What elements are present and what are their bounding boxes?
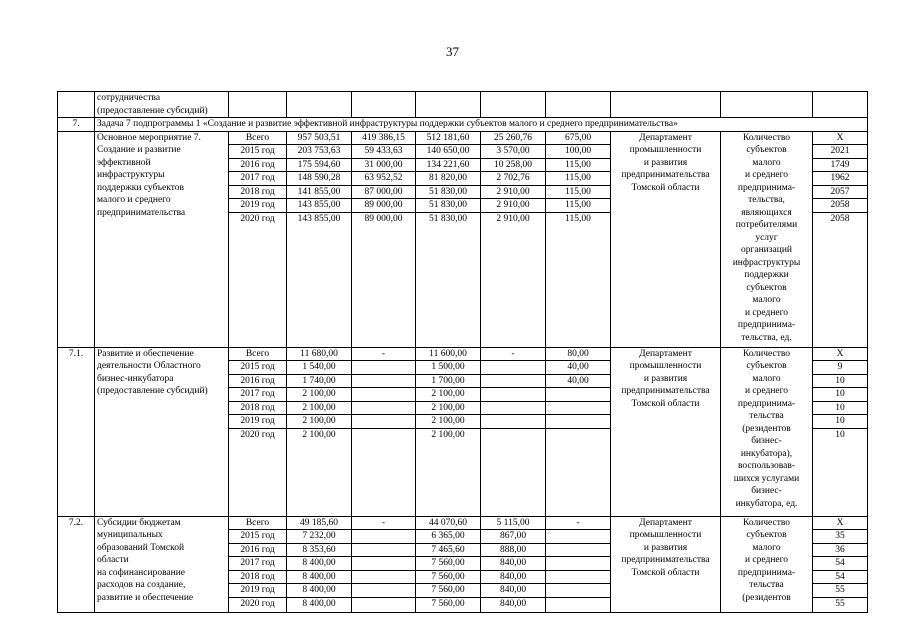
year-cell: 2019 год: [229, 415, 287, 429]
total-cell: 2 100,00: [287, 388, 352, 402]
indicator-name-line: тельства: [749, 411, 784, 421]
year-cell: 2018 год: [229, 401, 287, 415]
federal-cell: [352, 584, 416, 598]
regional-cell: 7 560,00: [416, 584, 481, 598]
federal-cell: 31 000,00: [352, 158, 416, 172]
department-line: промышленности: [629, 361, 702, 371]
other-cell: 100,00: [546, 145, 611, 159]
row-number: [58, 92, 95, 118]
measure-name-line: поддержки субъектов: [97, 182, 185, 193]
other-cell: 115,00: [546, 199, 611, 213]
indicator-name-line: (резидентов: [742, 592, 791, 603]
total-cell: 8 400,00: [287, 597, 352, 612]
indicator-name-line: субъектов: [746, 530, 787, 540]
year-cell: Всего: [229, 131, 287, 145]
federal-cell: [352, 597, 416, 612]
regional-cell: 6 365,00: [416, 530, 481, 544]
indicator-value: 35: [813, 530, 868, 544]
indicator-name-line: шихся услугами: [733, 473, 800, 484]
federal-cell: 87 000,00: [352, 185, 416, 199]
department-line: Департамент: [639, 348, 692, 359]
local-cell: [481, 374, 546, 388]
indicator-name-line: малого: [752, 157, 781, 168]
empty-cell: [287, 92, 352, 118]
indicator-name: [721, 347, 813, 516]
department-line: и развития: [643, 373, 688, 384]
department-line: Томской области: [631, 182, 700, 193]
measure-name-line: малого и среднего: [97, 195, 171, 205]
indicator-value: 1749: [813, 158, 868, 172]
regional-cell: 51 830,00: [416, 185, 481, 199]
department-line: Томской области: [631, 398, 700, 409]
regional-cell: 7 560,00: [416, 597, 481, 612]
local-cell: 25 260,76: [481, 131, 546, 145]
regional-cell: 2 100,00: [416, 415, 481, 429]
measure-name-line: образований Томской: [97, 542, 185, 553]
measure-name-line: на софинансирование: [97, 567, 186, 578]
indicator-value: 10: [813, 374, 868, 388]
empty-cell: [721, 92, 813, 118]
indicator-name-line: инфраструктуры: [732, 257, 801, 268]
other-cell: [546, 388, 611, 402]
indicator-name-line: бизнес-: [751, 486, 782, 496]
total-cell: 1 540,00: [287, 361, 352, 375]
year-cell: 2018 год: [229, 570, 287, 584]
department-line: предпринимательства: [621, 386, 710, 396]
table-row: [58, 516, 868, 530]
local-cell: [481, 415, 546, 429]
federal-cell: [352, 415, 416, 429]
indicator-value: 2058: [813, 199, 868, 213]
indicator-name-line: субъектов: [746, 145, 787, 155]
department-line: Департамент: [639, 132, 692, 143]
department-line: Томской области: [631, 567, 700, 578]
year-cell: 2017 год: [229, 172, 287, 186]
year-cell: 2016 год: [229, 543, 287, 557]
indicator-name-line: предпринима-: [737, 567, 796, 578]
regional-cell: 134 221,60: [416, 158, 481, 172]
table-row: [58, 131, 868, 145]
federal-cell: [352, 428, 416, 516]
total-cell: 203 753,63: [287, 145, 352, 159]
year-cell: 2017 год: [229, 557, 287, 571]
year-cell: 2018 год: [229, 185, 287, 199]
local-cell: [481, 401, 546, 415]
federal-cell: [352, 543, 416, 557]
total-cell: 8 400,00: [287, 557, 352, 571]
program-table: [57, 91, 868, 613]
row-number: 7.1.: [58, 347, 95, 516]
regional-cell: 81 820,00: [416, 172, 481, 186]
empty-cell: [352, 92, 416, 118]
local-cell: 840,00: [481, 570, 546, 584]
table-row: [58, 347, 868, 361]
other-cell: 40,00: [546, 361, 611, 375]
measure-name: [95, 516, 229, 612]
row-number: 7.2.: [58, 516, 95, 612]
regional-cell: 512 181,60: [416, 131, 481, 145]
indicator-value: X: [813, 131, 868, 145]
indicator-name-line: поддержки: [744, 270, 789, 280]
regional-cell: 51 830,00: [416, 212, 481, 347]
total-cell: 175 594,60: [287, 158, 352, 172]
total-cell: 49 185,60: [287, 516, 352, 530]
year-cell: 2017 год: [229, 388, 287, 402]
local-cell: 840,00: [481, 557, 546, 571]
empty-cell: [481, 92, 546, 118]
regional-cell: 51 830,00: [416, 199, 481, 213]
regional-cell: 2 100,00: [416, 388, 481, 402]
page-number: 37: [446, 44, 459, 59]
measure-name-line: Создание и развитие: [97, 145, 181, 155]
federal-cell: [352, 374, 416, 388]
indicator-value: X: [813, 347, 868, 361]
other-cell: [546, 428, 611, 516]
regional-cell: 11 600,00: [416, 347, 481, 361]
year-cell: 2015 год: [229, 530, 287, 544]
indicator-value: 54: [813, 557, 868, 571]
total-cell: 11 680,00: [287, 347, 352, 361]
federal-cell: [352, 530, 416, 544]
indicator-name-line: субъектов: [746, 361, 787, 371]
indicator-value: 10: [813, 401, 868, 415]
regional-cell: 7 560,00: [416, 570, 481, 584]
local-cell: 2 702,76: [481, 172, 546, 186]
federal-cell: -: [352, 347, 416, 361]
measure-name: [95, 347, 229, 516]
indicator-name-line: предпринима-: [737, 182, 796, 193]
indicator-name-line: предпринима-: [737, 320, 796, 330]
indicator-name-line: тельства,: [748, 195, 785, 205]
measure-name-line: муниципальных: [97, 530, 163, 540]
indicator-value: 1962: [813, 172, 868, 186]
total-cell: 7 232,00: [287, 530, 352, 544]
local-cell: 2 910,00: [481, 199, 546, 213]
indicator-value: 2058: [813, 212, 868, 347]
year-cell: 2015 год: [229, 361, 287, 375]
year-cell: 2020 год: [229, 597, 287, 612]
local-cell: 5 115,00: [481, 516, 546, 530]
local-cell: 10 258,00: [481, 158, 546, 172]
measure-name-line: Развитие и обеспечение: [97, 348, 194, 359]
measure-name-line: Субсидии бюджетам: [97, 517, 181, 528]
indicator-name-line: Количество: [742, 517, 791, 528]
department-line: и развития: [643, 157, 688, 168]
indicator-name-line: тельства: [749, 580, 784, 590]
measure-name-line: предпринимательства: [97, 207, 186, 218]
year-cell: 2020 год: [229, 428, 287, 516]
federal-cell: 419 386,15: [352, 131, 416, 145]
indicator-name-line: инкубатора),: [740, 448, 793, 459]
indicator-name-line: малого: [752, 542, 781, 553]
measure-name-line: деятельности Областного: [97, 361, 201, 371]
federal-cell: [352, 401, 416, 415]
indicator-name-line: субъектов: [746, 282, 787, 293]
indicator-name-line: тельства, ед.: [741, 332, 792, 343]
total-cell: 8 353,60: [287, 543, 352, 557]
indicator-name-line: потребителями: [735, 220, 798, 230]
indicator-value: 2021: [813, 145, 868, 159]
indicator-name-line: являющихся: [741, 207, 792, 218]
other-cell: 115,00: [546, 185, 611, 199]
measure-name-line: бизнес-инкубатора: [97, 373, 174, 384]
indicator-value: 36: [813, 543, 868, 557]
measure-name-line: сотрудничества: [97, 93, 161, 103]
local-cell: 888,00: [481, 543, 546, 557]
indicator-value: X: [813, 516, 868, 530]
local-cell: 3 570,00: [481, 145, 546, 159]
federal-cell: -: [352, 516, 416, 530]
empty-cell: [229, 92, 287, 118]
local-cell: [481, 428, 546, 516]
other-cell: 115,00: [546, 172, 611, 186]
regional-cell: 2 100,00: [416, 401, 481, 415]
empty-cell: [611, 92, 721, 118]
department-line: Департамент: [639, 517, 692, 528]
local-cell: 2 910,00: [481, 185, 546, 199]
regional-cell: 7 560,00: [416, 557, 481, 571]
year-cell: 2019 год: [229, 199, 287, 213]
other-cell: [546, 543, 611, 557]
department-line: предпринимательства: [621, 555, 710, 565]
indicator-value: 9: [813, 361, 868, 375]
total-cell: 8 400,00: [287, 584, 352, 598]
table-row: [58, 92, 868, 118]
empty-cell: [416, 92, 481, 118]
department: [611, 516, 721, 612]
other-cell: 115,00: [546, 158, 611, 172]
measure-name-line: области: [97, 555, 129, 565]
measure-name-line: (предоставление субсидий): [97, 105, 208, 116]
local-cell: 867,00: [481, 530, 546, 544]
other-cell: [546, 415, 611, 429]
regional-cell: 1 700,00: [416, 374, 481, 388]
other-cell: 675,00: [546, 131, 611, 145]
other-cell: [546, 401, 611, 415]
indicator-name-line: организаций: [740, 245, 792, 255]
indicator-name: [721, 131, 813, 347]
total-cell: 957 503,51: [287, 131, 352, 145]
year-cell: Всего: [229, 347, 287, 361]
measure-name-line: Основное мероприятие 7.: [97, 132, 201, 143]
indicator-value: 54: [813, 570, 868, 584]
task-row: [58, 118, 868, 132]
regional-cell: 140 650,00: [416, 145, 481, 159]
indicator-name-line: (резидентов: [742, 423, 791, 434]
other-cell: [546, 557, 611, 571]
row-number: 7.: [58, 118, 95, 132]
federal-cell: [352, 388, 416, 402]
task-title: Задача 7 подпрограммы 1 «Создание и развитие эффективной инфраструктуры поддержки субъектов малого и среднего предпринимательства»: [95, 118, 868, 132]
indicator-name-line: и среднего: [744, 170, 789, 180]
federal-cell: 63 952,52: [352, 172, 416, 186]
federal-cell: [352, 557, 416, 571]
federal-cell: 89 000,00: [352, 199, 416, 213]
measure-name-line: развитие и обеспечение: [97, 592, 194, 603]
total-cell: 1 740,00: [287, 374, 352, 388]
total-cell: 143 855,00: [287, 212, 352, 347]
indicator-value: 55: [813, 597, 868, 612]
local-cell: 840,00: [481, 584, 546, 598]
year-cell: Всего: [229, 516, 287, 530]
department-line: промышленности: [629, 530, 702, 540]
other-cell: [546, 570, 611, 584]
local-cell: -: [481, 347, 546, 361]
federal-cell: 59 433,63: [352, 145, 416, 159]
regional-cell: 44 070,60: [416, 516, 481, 530]
row-number: [58, 131, 95, 347]
federal-cell: [352, 570, 416, 584]
regional-cell: 7 465,60: [416, 543, 481, 557]
empty-cell: [546, 92, 611, 118]
department: [611, 347, 721, 516]
department-line: промышленности: [629, 145, 702, 155]
indicator-name-line: малого: [752, 295, 781, 305]
measure-name-line: расходов на создание,: [97, 580, 186, 590]
measure-name-line: инфраструктуры: [97, 170, 165, 180]
year-cell: 2015 год: [229, 145, 287, 159]
year-cell: 2020 год: [229, 212, 287, 347]
indicator-value: 55: [813, 584, 868, 598]
indicator-name: [721, 516, 813, 612]
total-cell: 143 855,00: [287, 199, 352, 213]
other-cell: 40,00: [546, 374, 611, 388]
indicator-name-line: предпринима-: [737, 398, 796, 409]
regional-cell: 1 500,00: [416, 361, 481, 375]
local-cell: 840,00: [481, 597, 546, 612]
local-cell: 2 910,00: [481, 212, 546, 347]
department-line: и развития: [643, 542, 688, 553]
total-cell: 8 400,00: [287, 570, 352, 584]
department: [611, 131, 721, 347]
total-cell: 148 590,28: [287, 172, 352, 186]
indicator-name-line: малого: [752, 373, 781, 384]
other-cell: -: [546, 516, 611, 530]
local-cell: [481, 361, 546, 375]
indicator-name-line: и среднего: [744, 386, 789, 396]
indicator-name-line: услуг: [755, 232, 778, 243]
other-cell: [546, 530, 611, 544]
indicator-name-line: воспользовав-: [737, 461, 796, 471]
indicator-name-line: Количество: [742, 132, 791, 143]
federal-cell: 89 000,00: [352, 212, 416, 347]
indicator-value: 10: [813, 428, 868, 516]
department-line: предпринимательства: [621, 170, 710, 180]
indicator-name-line: бизнес-: [751, 436, 782, 446]
total-cell: 2 100,00: [287, 401, 352, 415]
other-cell: 115,00: [546, 212, 611, 347]
indicator-name-line: Количество: [742, 348, 791, 359]
regional-cell: 2 100,00: [416, 428, 481, 516]
total-cell: 2 100,00: [287, 415, 352, 429]
indicator-value: 2057: [813, 185, 868, 199]
year-cell: 2019 год: [229, 584, 287, 598]
total-cell: 2 100,00: [287, 428, 352, 516]
year-cell: 2016 год: [229, 374, 287, 388]
indicator-name-line: и среднего: [744, 555, 789, 565]
other-cell: 80,00: [546, 347, 611, 361]
other-cell: [546, 584, 611, 598]
indicator-value: 10: [813, 415, 868, 429]
measure-name: [95, 92, 229, 118]
measure-name-line: (предоставление субсидий): [97, 386, 208, 396]
empty-cell: [813, 92, 868, 118]
local-cell: [481, 388, 546, 402]
indicator-value: 10: [813, 388, 868, 402]
year-cell: 2016 год: [229, 158, 287, 172]
measure-name: [95, 131, 229, 347]
measure-name-line: эффективной: [97, 157, 151, 168]
federal-cell: [352, 361, 416, 375]
total-cell: 141 855,00: [287, 185, 352, 199]
indicator-name-line: и среднего: [744, 307, 789, 318]
indicator-name-line: инкубатора, ед.: [735, 498, 798, 509]
other-cell: [546, 597, 611, 612]
